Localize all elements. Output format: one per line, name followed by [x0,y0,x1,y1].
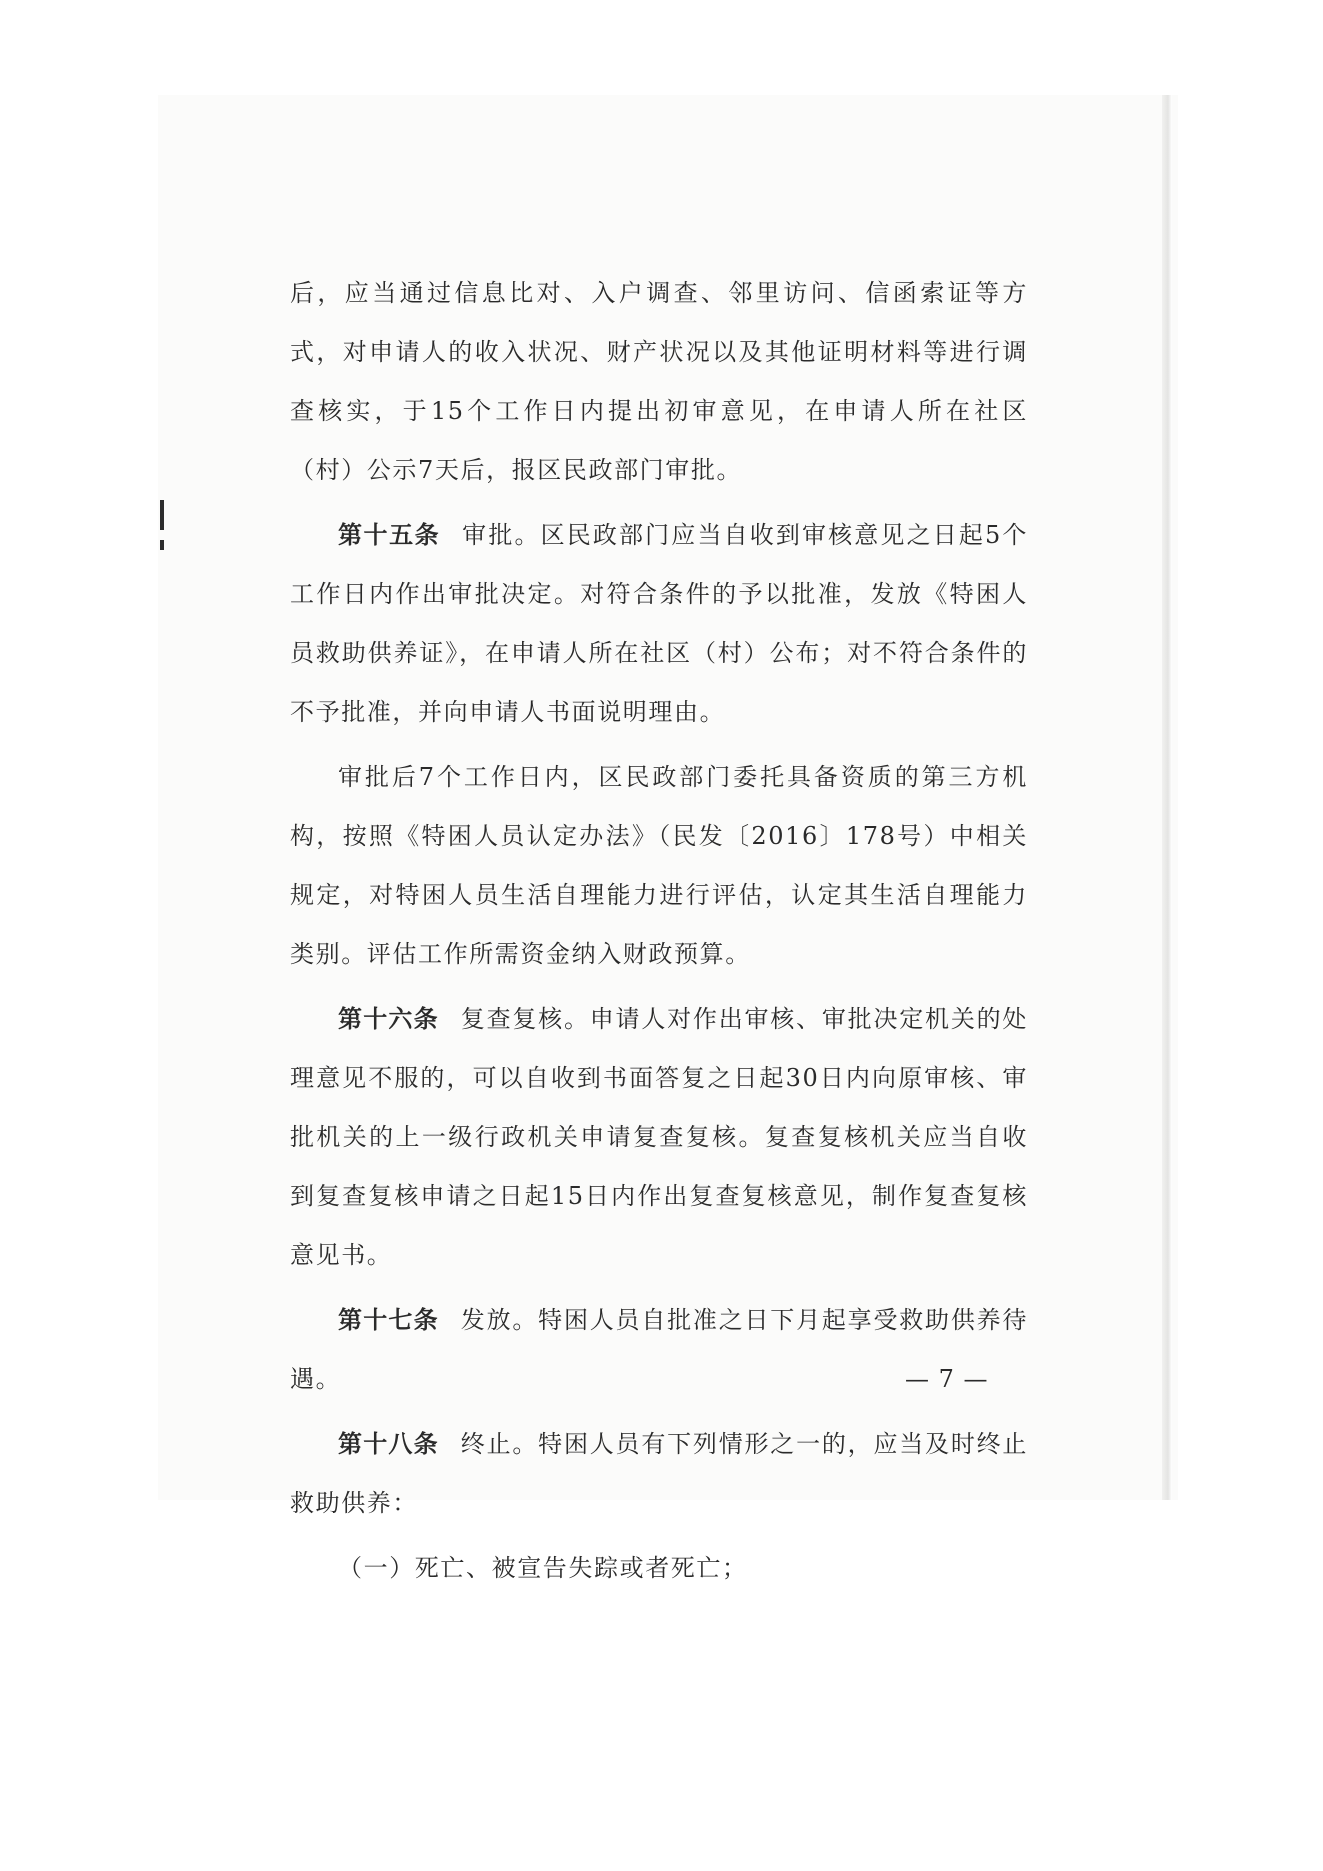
article-16-heading: 第十六条 [338,1005,439,1033]
article-15-paragraph [290,506,1028,742]
binding-mark-upper [160,500,164,530]
paragraph-continuation [290,264,1028,500]
article-16-paragraph [290,990,1028,1285]
article-15-heading: 第十五条 [338,521,441,549]
page-number: — 7 — [905,1365,989,1393]
article-18-paragraph [290,1415,1028,1533]
list-item-1 [290,1539,1028,1598]
list-item-text: （一）死亡、被宣告失踪或者死亡； [338,1554,748,1582]
assessment-text: 审批后7个工作日内，区民政部门委托具备资质的第三方机构，按照《特困人员认定办法》（民发〔2016〕178号）中相关规定，对特困人员生活自理能力进行评估，认定其生活自理能力类别。评估工作所需资金纳入财政预算。 [290,763,1028,968]
article-18-text: 终止。特困人员有下列情形之一的，应当及时终止救助供养： [290,1430,1029,1517]
article-17-text: 发放。特困人员自批准之日下月起享受救助供养待遇。 [290,1306,1029,1393]
assessment-paragraph [290,748,1028,984]
article-15-text: 审批。区民政部门应当自收到审核意见之日起5个工作日内作出审批决定。对符合条件的予以批准，发放《特困人员救助供养证》，在申请人所在社区（村）公布；对不符合条件的不予批准，并向申请人书面说明理由。 [290,521,1029,726]
article-17-heading: 第十七条 [338,1306,439,1334]
article-18-heading: 第十八条 [338,1430,439,1458]
paragraph-text: 后，应当通过信息比对、入户调查、邻里访问、信函索证等方式，对申请人的收入状况、财产状况以及其他证明材料等进行调查核实，于15个工作日内提出初审意见，在申请人所在社区（村）公示7天后，报区民政部门审批。 [290,279,1028,484]
article-16-text: 复查复核。申请人对作出审核、审批决定机关的处理意见不服的，可以自收到书面答复之日起30日内向原审核、审批机关的上一级行政机关申请复查复核。复查复核机关应当自收到复查复核申请之日起15日内作出复查复核意见，制作复查复核意见书。 [290,1005,1029,1269]
binding-mark-lower [160,540,164,550]
document-body [290,264,1028,1604]
page-edge-shadow [1162,95,1172,1500]
